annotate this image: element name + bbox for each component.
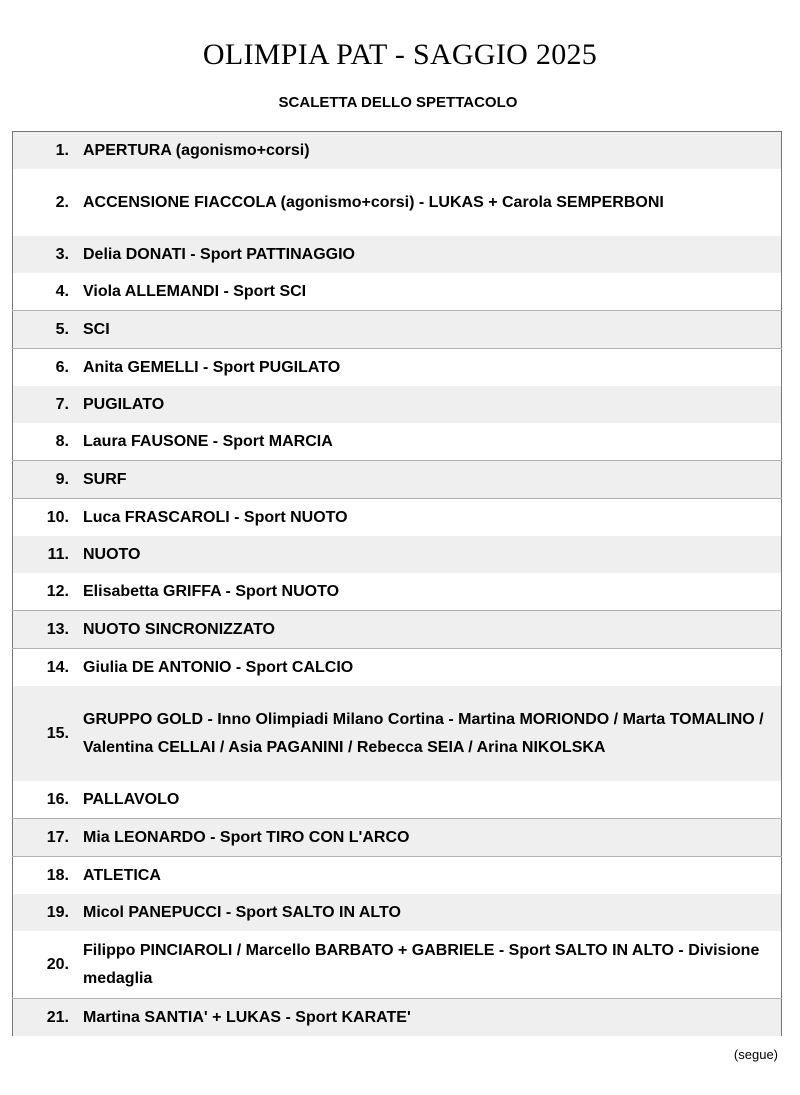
row-text: SCI xyxy=(73,311,782,349)
row-number: 5. xyxy=(13,311,74,349)
row-text: Anita GEMELLI - Sport PUGILATO xyxy=(73,349,782,387)
row-number: 14. xyxy=(13,649,74,687)
schedule-table xyxy=(12,131,782,1036)
row-number: 13. xyxy=(13,611,74,649)
schedule-row xyxy=(13,461,782,499)
schedule-row xyxy=(13,499,782,537)
schedule-row xyxy=(13,931,782,999)
row-number: 3. xyxy=(13,236,74,273)
schedule-row xyxy=(13,781,782,819)
row-text: SURF xyxy=(73,461,782,499)
schedule-row xyxy=(13,894,782,931)
continuation-note: (segue) xyxy=(733,1047,778,1062)
row-number: 17. xyxy=(13,819,74,857)
row-text: Giulia DE ANTONIO - Sport CALCIO xyxy=(73,649,782,687)
row-text: Martina SANTIA' + LUKAS - Sport KARATE' xyxy=(73,999,782,1037)
row-number: 6. xyxy=(13,349,74,387)
schedule-row xyxy=(13,857,782,895)
row-number: 4. xyxy=(55,282,69,300)
schedule-row xyxy=(13,611,782,649)
schedule-row xyxy=(13,999,782,1037)
row-number: 11. xyxy=(13,536,74,573)
schedule-row xyxy=(13,536,782,573)
row-text: PUGILATO xyxy=(73,386,782,423)
row-text: Viola ALLEMANDI - Sport SCI xyxy=(83,282,307,300)
row-text: GRUPPO GOLD - Inno Olimpiadi Milano Cortina - Martina MORIONDO / Marta TOMALINO / Valentina CELLAI / Asia PAGANINI / Rebecca SEIA / Arina NIKOLSKA xyxy=(73,686,782,781)
row-text: PALLAVOLO xyxy=(83,790,180,808)
row-text: ACCENSIONE FIACCOLA (agonismo+corsi) - LUKAS + Carola SEMPERBONI xyxy=(83,193,664,211)
schedule-row xyxy=(13,423,782,461)
row-number: 8. xyxy=(55,432,69,450)
row-text: Mia LEONARDO - Sport TIRO CON L'ARCO xyxy=(73,819,782,857)
row-text: Luca FRASCAROLI - Sport NUOTO xyxy=(73,499,782,537)
row-number: 10. xyxy=(13,499,74,537)
row-number: 19. xyxy=(13,894,74,931)
row-text: Laura FAUSONE - Sport MARCIA xyxy=(83,432,333,450)
schedule-row xyxy=(13,236,782,273)
row-text: APERTURA (agonismo+corsi) xyxy=(73,132,782,170)
row-text: Elisabetta GRIFFA - Sport NUOTO xyxy=(83,582,340,600)
schedule-row xyxy=(13,273,782,311)
schedule-row xyxy=(13,169,782,236)
schedule-row xyxy=(13,132,782,170)
row-number: 15. xyxy=(13,686,74,781)
row-text: Micol PANEPUCCI - Sport SALTO IN ALTO xyxy=(73,894,782,931)
schedule-row xyxy=(13,686,782,781)
row-number: 16. xyxy=(46,790,69,808)
row-text: Delia DONATI - Sport PATTINAGGIO xyxy=(73,236,782,273)
page-title: OLIMPIA PAT - SAGGIO 2025 xyxy=(202,38,598,71)
row-number: 1. xyxy=(13,132,74,170)
schedule-row xyxy=(13,349,782,387)
row-number: 12. xyxy=(46,582,69,600)
schedule-row xyxy=(13,386,782,423)
schedule-row xyxy=(13,819,782,857)
row-text: NUOTO SINCRONIZZATO xyxy=(73,611,782,649)
schedule-row xyxy=(13,649,782,687)
schedule-row xyxy=(13,573,782,611)
row-number: 7. xyxy=(13,386,74,423)
schedule-row xyxy=(13,311,782,349)
row-number: 18. xyxy=(13,857,74,895)
row-number: 2. xyxy=(55,193,69,211)
row-number: 9. xyxy=(13,461,74,499)
row-text: Filippo PINCIAROLI / Marcello BARBATO + GABRIELE - Sport SALTO IN ALTO - Divisione medaglia xyxy=(83,941,760,987)
row-text: ATLETICA xyxy=(73,857,782,895)
row-text: NUOTO xyxy=(73,536,782,573)
page-subtitle: SCALETTA DELLO SPETTACOLO xyxy=(278,94,518,111)
row-number: 20. xyxy=(46,955,69,973)
row-number: 21. xyxy=(13,999,74,1037)
